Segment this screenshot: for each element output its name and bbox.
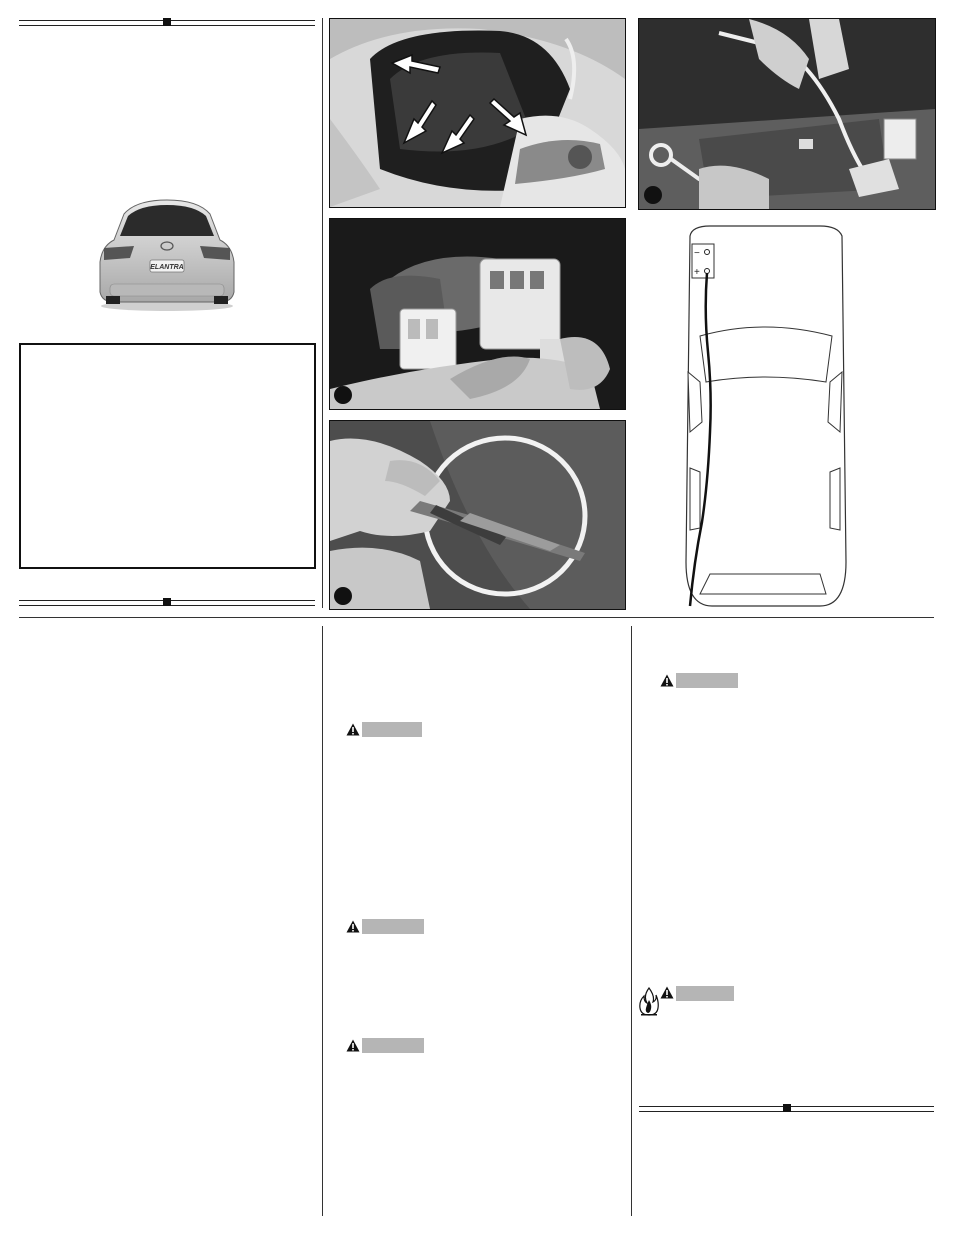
warning-triangle-icon bbox=[346, 920, 360, 933]
warning-callout-2 bbox=[346, 919, 424, 934]
column-divider-left bbox=[322, 626, 323, 1216]
battery-positive-symbol: + bbox=[694, 267, 700, 278]
warning-callout-3 bbox=[346, 1038, 424, 1053]
notice-box bbox=[19, 343, 316, 569]
warning-callout-label bbox=[362, 1038, 424, 1053]
warning-callout-1 bbox=[346, 722, 422, 737]
wire-cutting-photo bbox=[329, 420, 626, 610]
warning-callout-label bbox=[676, 673, 738, 688]
trunk-panel-photo bbox=[329, 18, 626, 208]
wiring-route-diagram bbox=[680, 222, 852, 610]
step-marker-photo-4 bbox=[644, 186, 662, 204]
warning-triangle-icon bbox=[346, 1039, 360, 1052]
warning-callout-label bbox=[362, 722, 422, 737]
warning-triangle-icon bbox=[346, 723, 360, 736]
warning-callout-label bbox=[676, 986, 734, 1001]
connector-photo bbox=[329, 218, 626, 410]
vehicle-badge-text: ELANTRA bbox=[150, 264, 184, 271]
warning-triangle-icon bbox=[660, 674, 674, 687]
column-divider-top bbox=[322, 18, 323, 608]
battery-negative-symbol: − bbox=[694, 248, 700, 259]
ring-terminal-photo bbox=[638, 18, 936, 210]
step-marker-photo-3 bbox=[334, 587, 352, 605]
page-section-separator bbox=[19, 617, 934, 618]
step-marker-photo-2 bbox=[334, 386, 352, 404]
warning-callout-label bbox=[362, 919, 424, 934]
warning-callout-4 bbox=[660, 673, 738, 688]
fire-warning-callout bbox=[639, 986, 734, 1016]
column-divider-right bbox=[631, 626, 632, 1216]
warning-triangle-icon bbox=[660, 986, 674, 999]
vehicle-rear-photo bbox=[96, 196, 238, 312]
flame-icon bbox=[639, 986, 659, 1016]
